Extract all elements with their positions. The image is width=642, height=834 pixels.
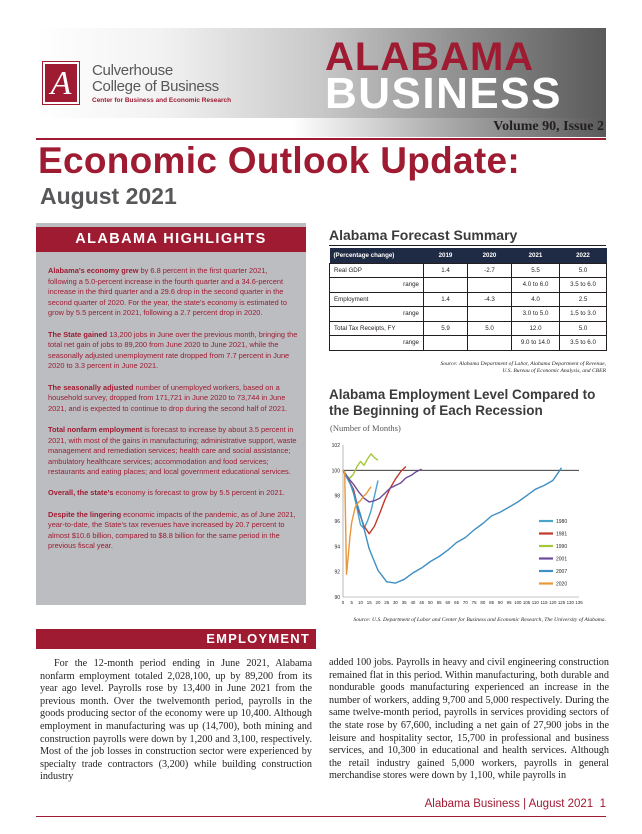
highlight-lead: Despite the lingering (48, 509, 122, 519)
chart-title: Alabama Employment Level Compared to the Beginning of Each Recession (329, 387, 596, 418)
college-name-line2: College of Business (92, 78, 219, 95)
masthead (0, 0, 642, 148)
table-cell: 3.5 to 6.0 (560, 278, 607, 293)
highlight-text: is forecast to increase by about 3.5 percent in 2021, with most of the gains in manufacturing; administrative support, waste management and remediation services; health care and social assistance; ambulatory healthcare services; accommodation and food services; restaurants and eating places; and local government educational services. (48, 424, 297, 477)
table-cell (468, 336, 512, 351)
volume-issue: Volume 90, Issue 2 (493, 119, 604, 134)
x-tick-label: 90 (497, 600, 503, 605)
x-tick-label: 15 (366, 600, 372, 605)
table-row (330, 336, 607, 351)
x-tick-label: 80 (480, 600, 486, 605)
employment-heading: EMPLOYMENT (206, 631, 310, 646)
x-tick-label: 35 (401, 600, 407, 605)
legend-label: 1981 (556, 531, 568, 538)
masthead-alabama: ALABAMA (325, 35, 535, 79)
highlight-paragraph (48, 266, 298, 319)
forecast-table (329, 248, 607, 351)
footer-title: Alabama Business | August 2021 (424, 798, 594, 810)
table-cell: Real GDP (330, 263, 424, 278)
y-tick-label: 100 (331, 468, 340, 475)
column-header: 2022 (560, 248, 607, 263)
table-cell: 5.0 (560, 321, 607, 336)
masthead-business: BUSINESS (325, 69, 562, 118)
x-tick-label: 40 (410, 600, 416, 605)
y-tick-label: 98 (334, 493, 340, 500)
x-tick-label: 110 (531, 600, 539, 605)
highlight-text: economic impacts of the pandemic, as of June 2021, year-to-date, the State’s tax revenues have increased by 20.7 percent to almost $10.6 billion, compared to $8.8 billion for the same period in the previous fiscal year. (48, 509, 296, 551)
table-cell: 1.5 to 3.0 (560, 307, 607, 322)
highlights-content (48, 266, 298, 563)
highlight-lead: Alabama’s economy grew (48, 266, 139, 275)
forecast-source (329, 361, 606, 375)
x-tick-label: 50 (427, 600, 433, 605)
table-cell: 12.0 (512, 321, 560, 336)
table-cell: Total Tax Receipts, FY (330, 321, 424, 336)
page-number: 1 (599, 798, 606, 810)
employment-column-1: For the 12-month period ending in June 2021, Alabama nonfarm employment totaled 2,028,100, up by 89,200 from its year ago level. Payrolls rose by 13,400 in June 2021 from the previous month. Over the twelvemonth period, payrolls in the goods producing sector of the economy were up 10,400. Although employment in manufacturing was up (14,700), both mining and construction payrolls were down by 1,200 and 3,100, respectively. Most of the job losses in construction sector were experienced by specialty trade contractors (3,200) while building construction industry (40, 658, 312, 783)
x-tick-label: 60 (445, 600, 451, 605)
highlight-lead: Total nonfarm employment (48, 424, 143, 434)
legend-label: 1990 (556, 544, 568, 550)
forecast-title: Alabama Forecast Summary (329, 227, 518, 243)
highlights-header (36, 227, 306, 252)
chart-source: Source: U.S. Department of Labor and Center for Business and Economic Research, The University of Alabama. (353, 617, 606, 623)
x-tick-label: 5 (350, 600, 353, 605)
forecast-source-line: Source: Alabama Department of Labor, Alabama Department of Revenue, (440, 361, 606, 367)
table-cell (424, 278, 468, 293)
table-row (330, 321, 607, 336)
x-tick-label: 45 (419, 600, 425, 605)
y-tick-label: 102 (331, 443, 340, 449)
table-cell: range (330, 307, 424, 322)
table-cell: 5.0 (468, 321, 512, 336)
x-tick-label: 55 (436, 600, 442, 605)
table-cell: 5.0 (560, 263, 607, 278)
y-tick-label: 94 (334, 544, 340, 551)
table-cell: 5.5 (512, 263, 560, 278)
employment-column-2: added 100 jobs. Payrolls in heavy and civil engineering construction remained flat in this period. Within manufacturing, both durable and nondurable goods manufacturing experienced an increase in the number of workers, adding 9,700 and 5,000 respectively. During the same twelve-month period, payrolls in services providing sectors of the state rose by 67,600, including a net gain of 27,900 jobs in the leisure and hospitality sector, 15,700 in professional and business services, and 10,300 in educational and health services. Although the retail industry gained 5,000 workers, payrolls in general merchandise stores were down by 1,100, while payrolls in (329, 657, 609, 782)
college-name-line1: Culverhouse (92, 62, 173, 79)
highlight-lead: The seasonally adjusted (48, 382, 134, 392)
column-header: 2019 (424, 248, 468, 263)
legend-label: 2001 (556, 556, 568, 563)
column-header: 2021 (512, 248, 560, 263)
y-tick-label: 96 (334, 519, 340, 525)
series-line-2007 (343, 468, 562, 583)
x-tick-label: 75 (471, 600, 477, 605)
x-tick-label: 115 (540, 600, 548, 605)
x-tick-label: 10 (358, 600, 363, 605)
highlights-heading: ALABAMA HIGHLIGHTS (75, 231, 267, 247)
page-footer (36, 798, 606, 822)
table-cell (424, 336, 468, 351)
legend-label: 2007 (556, 569, 568, 575)
highlight-lead: The State gained (48, 329, 108, 339)
table-cell (468, 278, 512, 293)
highlight-lead: Overall, the state’s (48, 488, 114, 498)
table-cell: 4.0 (512, 292, 560, 307)
forecast-rule (329, 245, 606, 246)
highlight-text: 13,200 jobs in June over the previous month, bringing the total net gain of jobs to 89,200 from June 2020 to June 2021, while the seasonally adjusted unemployment rate dropped from 7.7 percent in June 2020 to 3.3 percent in June 2021. (48, 329, 298, 371)
x-tick-label: 65 (454, 600, 460, 605)
y-tick-label: 90 (334, 595, 340, 601)
x-tick-label: 20 (375, 600, 381, 605)
x-tick-label: 85 (489, 600, 495, 605)
table-cell: range (330, 278, 424, 293)
page-subtitle: August 2021 (40, 183, 177, 209)
x-tick-label: 95 (506, 600, 512, 605)
employment-chart (329, 440, 611, 612)
x-tick-label: 0 (341, 600, 345, 605)
x-tick-label: 120 (549, 600, 557, 605)
chart-subtitle: (Number of Months) (330, 423, 401, 433)
legend-label: 2020 (556, 581, 568, 588)
highlight-text: number of unemployed workers, based on a household survey, dropped from 171,721 in June 2020 to 73,744 in June 2021, and is expected to continue to drop during the second half of 2021. (48, 382, 288, 413)
university-logo (43, 62, 79, 104)
page-title: Economic Outlook Update: (38, 140, 521, 181)
highlight-paragraph (48, 383, 298, 415)
table-cell: 9.0 to 14.0 (512, 336, 560, 351)
x-tick-label: 135 (575, 600, 583, 605)
series-line-1990 (343, 454, 378, 478)
table-cell: 1.4 (424, 263, 468, 278)
table-header-row (330, 248, 607, 263)
x-tick-label: 125 (557, 600, 566, 605)
table-cell: -4.3 (468, 292, 512, 307)
table-row (330, 263, 607, 278)
legend-label: 1980 (556, 519, 568, 525)
highlight-paragraph (48, 510, 298, 552)
table-cell: 3.0 to 5.0 (512, 307, 560, 322)
table-cell: range (330, 336, 424, 351)
column-header: 2020 (468, 248, 512, 263)
table-cell: 4.0 to 6.0 (512, 278, 560, 293)
x-tick-label: 105 (522, 600, 531, 605)
table-cell: Employment (330, 292, 424, 307)
highlight-paragraph (48, 330, 298, 372)
footer-rule (36, 816, 606, 817)
logo-letter: A (50, 65, 72, 102)
y-tick-label: 92 (334, 569, 340, 576)
x-tick-label: 30 (392, 600, 398, 605)
table-cell: 3.5 to 6.0 (560, 336, 607, 351)
highlight-text: economy is forecast to grow by 5.5 percent in 2021. (113, 488, 285, 498)
table-cell: -2.7 (468, 263, 512, 278)
table-row (330, 292, 607, 307)
highlight-paragraph (48, 488, 298, 499)
table-cell: 1.4 (424, 292, 468, 307)
x-tick-label: 100 (514, 600, 522, 605)
column-header: (Percentage change) (330, 248, 424, 263)
x-tick-label: 130 (566, 600, 574, 605)
center-name: Center for Business and Economic Research (92, 97, 232, 104)
employment-header (36, 629, 316, 649)
table-row (330, 307, 607, 322)
table-row (330, 278, 607, 293)
footer-text (425, 798, 606, 810)
table-cell: 5.9 (424, 321, 468, 336)
highlight-text: by 6.8 percent in the first quarter 2021, following a 5.0-percent increase in the fourth quarter and a 34.6-percent increase in the third quarter and a 29.6 drop in the second quarter in the second quarter of 2020. For the year, the state’s economy is estimated to grow by 5.5 percent in 2021, following a 2.7 percent drop in 2020. (48, 266, 287, 318)
x-tick-label: 70 (462, 600, 468, 605)
forecast-source-line: U.S. Bureau of Economic Analysis, and CBER (502, 368, 606, 374)
table-cell: 2.5 (560, 292, 607, 307)
table-cell (468, 307, 512, 322)
highlight-paragraph (48, 425, 298, 478)
x-tick-label: 25 (384, 600, 390, 605)
table-cell (424, 307, 468, 322)
